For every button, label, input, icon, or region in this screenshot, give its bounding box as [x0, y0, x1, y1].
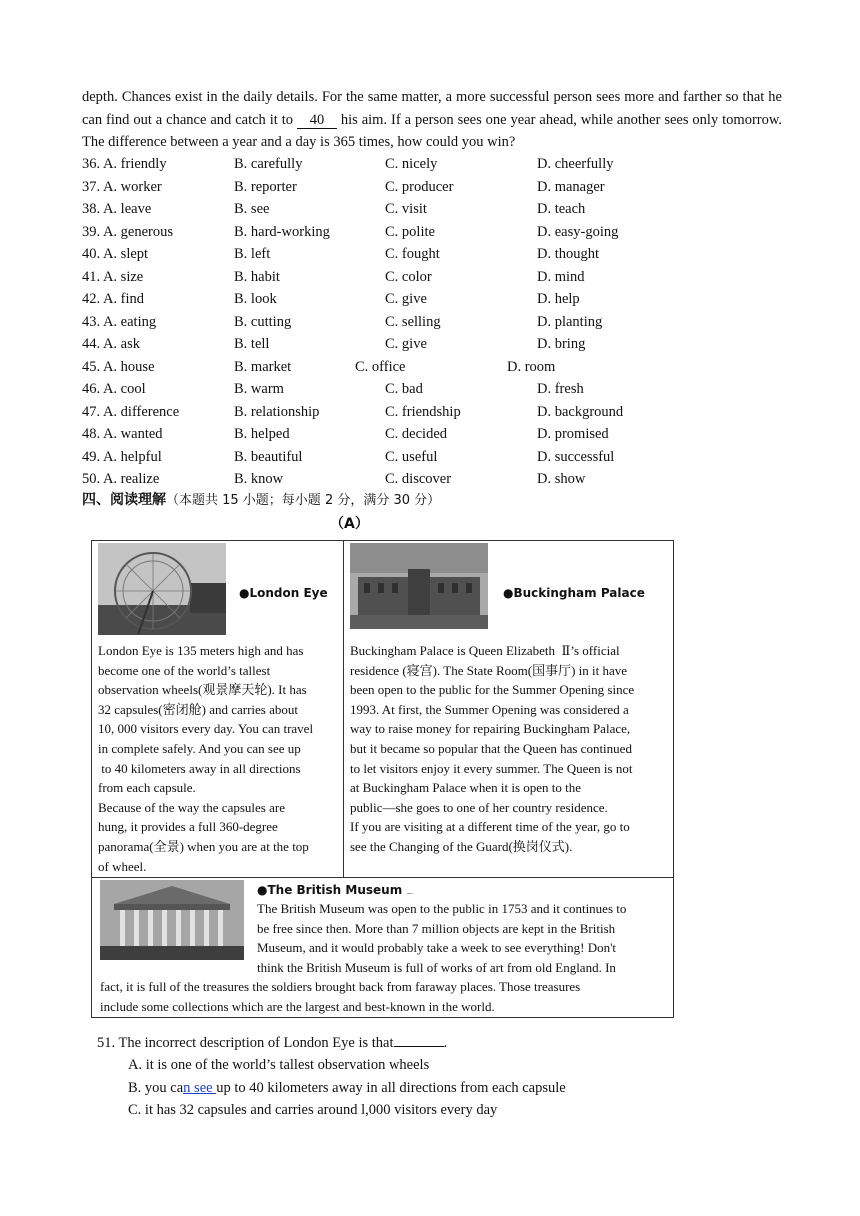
- choice-a: 44. A. ask: [82, 336, 140, 352]
- text-line: Because of the way the capsules are: [98, 799, 285, 815]
- choice-b: B. helped: [234, 426, 290, 442]
- section-title: 四、阅读理解: [82, 492, 166, 508]
- choice-d: D. thought: [537, 246, 600, 262]
- text-line: London Eye is 135 meters high and has: [98, 643, 304, 658]
- choice-b: B. hard-working: [234, 223, 330, 240]
- text-line: in complete safely. And you can see up: [98, 740, 301, 756]
- hyperlink-see[interactable]: n see: [183, 1079, 217, 1096]
- option-row: [82, 423, 782, 446]
- choice-d: D. fresh: [537, 381, 584, 397]
- choice-d: D. successful: [537, 448, 615, 465]
- choice-b: B. reporter: [234, 178, 297, 195]
- choice-c: C. office: [355, 358, 406, 375]
- text-line: 32 capsules(密闭舱) and carries about: [98, 701, 298, 717]
- text-line: at Buckingham Palace when it is open to the: [350, 780, 582, 796]
- choice-c: C. selling: [385, 313, 441, 330]
- option-row: [82, 378, 782, 401]
- choice-d: D. mind: [537, 268, 585, 285]
- text-line: public—she goes to one of her country residence.: [350, 799, 608, 815]
- choice-d: D. background: [537, 403, 624, 420]
- option-a: A. it is one of the world’s tallest observation wheels: [128, 1057, 430, 1073]
- choice-d: D. easy-going: [537, 223, 619, 240]
- choice-d: D. cheerfully: [537, 156, 614, 172]
- text-line: think the British Museum is full of works of art from old England. In: [257, 959, 616, 975]
- british-museum-photo: [100, 880, 244, 960]
- choice-b: B. left: [234, 246, 271, 262]
- museum-text-full: [100, 977, 670, 1016]
- choice-b: B. habit: [234, 268, 280, 285]
- text-line: to let visitors enjoy it every summer. The Queen is not: [350, 760, 633, 776]
- choice-b: B. carefully: [234, 156, 303, 172]
- choice-b: B. market: [234, 358, 292, 375]
- choice-c: C. color: [385, 268, 432, 285]
- choice-a: 45. A. house: [82, 358, 155, 375]
- choice-a: 43. A. eating: [82, 313, 157, 330]
- option-row: [82, 176, 782, 199]
- text-line: see the Changing of the Guard(换岗仪式).: [350, 838, 573, 854]
- question-stem-text: 51. The incorrect description of London Eye is that: [97, 1035, 394, 1051]
- option-b-post: up to 40 kilometers away in all directions from each capsule: [216, 1079, 566, 1096]
- text-line: been open to the public for the Summer Opening since: [350, 682, 635, 698]
- reading-box: [91, 540, 674, 1018]
- option-row: [82, 446, 782, 469]
- choice-a: 40. A. slept: [82, 246, 149, 262]
- choice-b: B. relationship: [234, 403, 320, 420]
- choice-c: C. decided: [385, 426, 448, 442]
- choice-c: C. producer: [385, 178, 454, 195]
- blank-40: 40: [297, 112, 337, 129]
- choice-c: C. visit: [385, 201, 427, 217]
- museum-mark: –: [407, 887, 413, 899]
- option-row: [82, 401, 782, 424]
- choice-d: D. help: [537, 291, 580, 307]
- choice-a: 50. A. realize: [82, 471, 160, 487]
- text-line: If you are visiting at a different time of the year, go to: [350, 819, 630, 835]
- buckingham-title: ●Buckingham Palace: [503, 586, 645, 600]
- option-row: [82, 468, 782, 491]
- choice-b: B. tell: [234, 336, 270, 352]
- text-line: become one of the world’s tallest: [98, 662, 271, 678]
- choice-a: 41. A. size: [82, 268, 144, 285]
- museum-title: ●The British Museum: [257, 883, 403, 897]
- choice-d: D. promised: [537, 426, 609, 442]
- choice-b: B. see: [234, 201, 270, 217]
- text-line: fact, it is full of the treasures the soldiers brought back from faraway places. Those treasures: [100, 979, 581, 994]
- choice-c: C. polite: [385, 223, 435, 240]
- cloze-options: [82, 153, 782, 491]
- text-line: include some collections which are the largest and best-known in the world.: [100, 998, 495, 1014]
- choice-d: D. planting: [537, 313, 603, 330]
- choice-d: D. manager: [537, 178, 605, 195]
- passage-text-before: depth. Chances exist in the daily details. For the same matter, a more successful person sees more and farther so that he can find out a chance and catch it to: [82, 89, 782, 128]
- choice-a: 36. A. friendly: [82, 156, 167, 172]
- choice-c: C. give: [385, 291, 427, 307]
- text-line: but it became so popular that the Queen has continued: [350, 740, 632, 756]
- option-b-pre: B. you ca: [128, 1079, 184, 1096]
- choice-b: B. look: [234, 291, 277, 307]
- choice-b: B. know: [234, 471, 284, 487]
- text-line: way to raise money for repairing Buckingham Palace,: [350, 721, 631, 737]
- choice-d: D. teach: [537, 201, 586, 217]
- text-line: Museum, and it would probably take a week to see everything! Don't: [257, 940, 617, 956]
- question-51-options: [128, 1054, 566, 1122]
- text-line: be free since then. More than 7 million objects are kept in the British: [257, 920, 616, 936]
- option-b: [128, 1077, 566, 1100]
- text-line: residence (寝宫). The State Room(国事厅) in it have: [350, 662, 628, 678]
- choice-a: 46. A. cool: [82, 381, 146, 397]
- choice-c: C. discover: [385, 471, 452, 487]
- text-line: 10, 000 visitors every day. You can travel: [98, 721, 314, 737]
- option-row: [82, 266, 782, 289]
- text-line: panorama(全景) when you are at the top: [98, 838, 309, 854]
- option-row: [82, 333, 782, 356]
- option-row: [82, 153, 782, 176]
- london-eye-photo: [98, 543, 226, 635]
- text-line: observation wheels(观景摩天轮). It has: [98, 682, 307, 698]
- divider-horizontal: [92, 877, 673, 878]
- text-line: The British Museum was open to the public in 1753 and it continues to: [257, 901, 627, 916]
- choice-c: C. friendship: [385, 403, 461, 420]
- buckingham-palace-photo: [350, 543, 488, 629]
- choice-a: 49. A. helpful: [82, 448, 162, 465]
- choice-d: D. show: [537, 471, 586, 487]
- choice-a: 38. A. leave: [82, 201, 152, 217]
- passage-text-after: his aim. If a person sees one year ahead, while another sees only tomorrow. The difference between a year and a day is 365 times, how could you win?: [82, 111, 782, 150]
- section-note: （本题共 15 小题；每小题 2 分，满分 30 分）: [166, 493, 441, 508]
- choice-a: 47. A. difference: [82, 403, 180, 420]
- choice-a: 37. A. worker: [82, 178, 162, 195]
- choice-c: C. fought: [385, 246, 440, 262]
- museum-text-right: [257, 899, 671, 977]
- choice-d: D. bring: [537, 336, 586, 352]
- choice-b: B. warm: [234, 381, 284, 397]
- text-line: of wheel.: [98, 858, 147, 874]
- option-row: [82, 221, 782, 244]
- choice-c: C. nicely: [385, 156, 438, 172]
- divider-vertical: [343, 541, 344, 877]
- question-51-stem: [97, 1032, 447, 1055]
- answer-blank: [394, 1032, 444, 1047]
- choice-a: 42. A. find: [82, 291, 145, 307]
- buckingham-text: [350, 641, 670, 857]
- text-line: Buckingham Palace is Queen Elizabeth Ⅱ’s official: [350, 643, 620, 658]
- london-eye-title: ●London Eye: [239, 586, 328, 600]
- option-row: [82, 356, 782, 379]
- choice-a: 39. A. generous: [82, 223, 174, 240]
- text-line: 1993. At first, the Summer Opening was considered a: [350, 701, 629, 717]
- cloze-passage-end: [82, 86, 782, 154]
- option-c: C. it has 32 capsules and carries around l,000 visitors every day: [128, 1102, 498, 1118]
- choice-d: D. room: [507, 358, 556, 375]
- question-stem-end: .: [443, 1035, 448, 1051]
- london-eye-text: [98, 641, 342, 876]
- choice-a: 48. A. wanted: [82, 426, 163, 442]
- option-row: [82, 311, 782, 334]
- choice-c: C. useful: [385, 448, 438, 465]
- option-row: [82, 243, 782, 266]
- choice-b: B. cutting: [234, 313, 292, 330]
- part-label: （A）: [330, 516, 369, 532]
- option-row: [82, 198, 782, 221]
- choice-b: B. beautiful: [234, 448, 303, 465]
- choice-c: C. give: [385, 336, 427, 352]
- text-line: hung, it provides a full 360-degree: [98, 819, 278, 835]
- choice-c: C. bad: [385, 381, 423, 397]
- option-row: [82, 288, 782, 311]
- section-heading: [82, 489, 440, 509]
- text-line: to 40 kilometers away in all directions: [98, 760, 301, 776]
- text-line: from each capsule.: [98, 780, 196, 796]
